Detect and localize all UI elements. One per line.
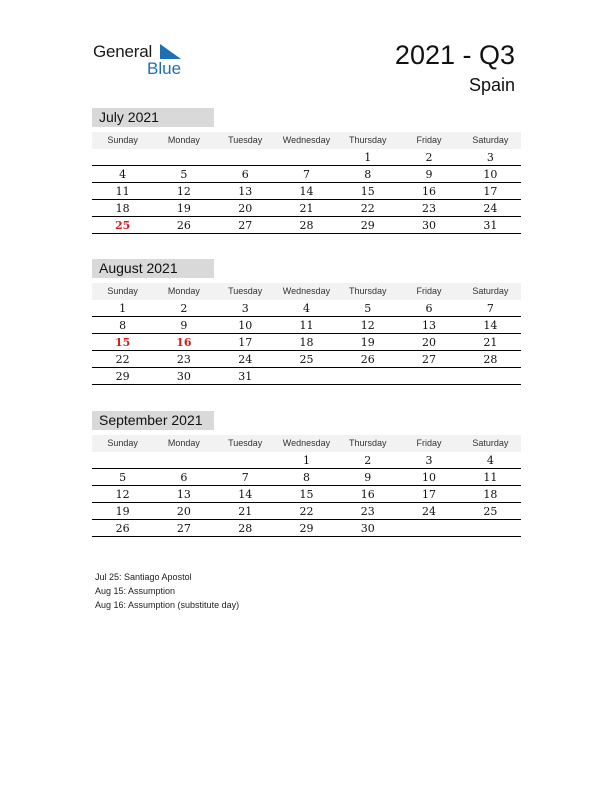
day-cell	[276, 368, 337, 384]
day-cell: 10	[422, 471, 437, 484]
day-cell: 2	[180, 302, 188, 315]
weekday-label: Saturday	[472, 286, 509, 296]
week-rows	[92, 149, 521, 234]
holiday-note: Aug 16: Assumption (substitute day)	[95, 600, 240, 610]
day-cell: 1	[119, 302, 127, 315]
day-cell: 4	[486, 454, 494, 467]
weekday-label: Wednesday	[282, 438, 331, 448]
day-cell: 16	[422, 185, 437, 198]
day-cell: 11	[483, 471, 498, 484]
day-cell: 7	[241, 471, 249, 484]
weekday-label: Sunday	[107, 438, 138, 448]
day-cell: 5	[119, 471, 127, 484]
logo-triangle-icon	[160, 44, 182, 60]
day-cell: 9	[180, 319, 188, 332]
day-cell	[276, 149, 337, 165]
weekday-label: Thursday	[349, 438, 387, 448]
day-cell: 1	[302, 454, 310, 467]
day-cell: 20	[176, 505, 191, 518]
weekday-label: Wednesday	[282, 135, 331, 145]
day-cell: 31	[483, 219, 498, 232]
day-cell: 28	[299, 219, 314, 232]
month-label: August 2021	[92, 259, 214, 278]
day-cell: 9	[425, 168, 433, 181]
month-july	[92, 108, 521, 234]
page-title: 2021 - Q3	[394, 40, 515, 70]
day-cell: 19	[360, 336, 375, 349]
logo-word-blue: Blue	[147, 59, 182, 78]
weekday-label: Monday	[167, 135, 200, 145]
weekday-label: Friday	[416, 135, 442, 145]
day-cell: 27	[238, 219, 253, 232]
weekday-label: Friday	[416, 286, 442, 296]
day-cell: 27	[176, 522, 191, 535]
day-cell: 30	[360, 522, 375, 535]
day-cell: 10	[483, 168, 498, 181]
week-row	[92, 166, 521, 183]
day-cell: 14	[483, 319, 498, 332]
day-cell: 14	[238, 488, 253, 501]
day-cell: 10	[238, 319, 253, 332]
day-cell: 18	[115, 202, 130, 215]
week-row	[92, 351, 521, 368]
day-cell: 13	[238, 185, 253, 198]
day-cell: 18	[299, 336, 314, 349]
week-row	[92, 200, 521, 217]
holiday-note: Jul 25: Santiago Apostol	[95, 572, 192, 582]
weekday-label: Wednesday	[282, 286, 331, 296]
day-cell	[92, 149, 153, 165]
day-cell: 24	[483, 202, 498, 215]
day-cell: 30	[422, 219, 437, 232]
day-cell: 21	[299, 202, 314, 215]
day-cell	[398, 520, 459, 536]
month-label: July 2021	[92, 108, 214, 127]
day-cell: 6	[425, 302, 433, 315]
day-cell: 17	[422, 488, 437, 501]
day-cell: 12	[115, 488, 130, 501]
day-cell: 25	[299, 353, 314, 366]
day-cell: 22	[299, 505, 314, 518]
month-september	[92, 411, 521, 537]
weekday-label: Tuesday	[228, 135, 263, 145]
day-cell: 15	[114, 336, 131, 349]
day-cell: 7	[486, 302, 494, 315]
weekday-label: Thursday	[349, 135, 387, 145]
weekday-label: Monday	[167, 286, 200, 296]
month-label: September 2021	[92, 411, 214, 430]
day-cell: 5	[180, 168, 188, 181]
day-cell: 29	[360, 219, 375, 232]
weekday-label: Friday	[416, 438, 442, 448]
day-cell: 23	[360, 505, 375, 518]
weekday-label: Tuesday	[228, 286, 263, 296]
weekday-label: Thursday	[349, 286, 387, 296]
day-cell: 20	[422, 336, 437, 349]
day-cell: 28	[483, 353, 498, 366]
day-cell: 22	[115, 353, 130, 366]
holiday-notes	[95, 570, 239, 612]
day-cell: 17	[238, 336, 253, 349]
day-cell	[337, 368, 398, 384]
day-cell: 27	[422, 353, 437, 366]
day-cell: 26	[176, 219, 191, 232]
day-cell	[215, 149, 276, 165]
day-cell: 4	[302, 302, 310, 315]
week-row	[92, 217, 521, 234]
weekday-label: Saturday	[472, 438, 509, 448]
week-row	[92, 469, 521, 486]
day-cell	[92, 452, 153, 468]
day-cell: 17	[483, 185, 498, 198]
day-cell: 5	[364, 302, 372, 315]
day-cell: 4	[119, 168, 127, 181]
day-cell: 19	[115, 505, 130, 518]
week-row	[92, 149, 521, 166]
day-cell: 7	[302, 168, 310, 181]
day-cell: 12	[360, 319, 375, 332]
day-cell: 29	[115, 370, 130, 383]
day-cell: 15	[299, 488, 314, 501]
day-cell	[460, 520, 521, 536]
day-cell: 21	[238, 505, 253, 518]
week-row	[92, 300, 521, 317]
month-august	[92, 259, 521, 385]
day-cell: 9	[364, 471, 372, 484]
day-cell: 30	[176, 370, 191, 383]
day-cell: 16	[176, 336, 192, 349]
week-rows	[92, 452, 521, 537]
day-cell: 22	[360, 202, 375, 215]
day-cell: 8	[364, 168, 372, 181]
week-row	[92, 452, 521, 469]
day-cell	[460, 368, 521, 384]
day-cell: 19	[176, 202, 191, 215]
holiday-note: Aug 15: Assumption	[95, 586, 176, 596]
day-cell	[153, 452, 214, 468]
week-row	[92, 486, 521, 503]
day-cell: 3	[486, 151, 494, 164]
weekday-header	[92, 283, 521, 300]
day-cell	[215, 452, 276, 468]
country-name: Spain	[468, 75, 515, 95]
day-cell: 25	[114, 219, 131, 232]
logo-word-general: General	[93, 42, 153, 61]
week-row	[92, 334, 521, 351]
day-cell: 25	[483, 505, 498, 518]
day-cell: 8	[302, 471, 310, 484]
day-cell: 3	[425, 454, 433, 467]
day-cell: 2	[425, 151, 433, 164]
week-row	[92, 520, 521, 537]
weekday-label: Saturday	[472, 135, 509, 145]
day-cell: 11	[115, 185, 130, 198]
week-row	[92, 317, 521, 334]
day-cell: 18	[483, 488, 498, 501]
day-cell: 21	[483, 336, 498, 349]
generalblue-logo	[93, 40, 193, 80]
day-cell: 11	[299, 319, 314, 332]
day-cell: 16	[360, 488, 375, 501]
day-cell	[153, 149, 214, 165]
day-cell: 6	[241, 168, 249, 181]
weekday-label: Sunday	[107, 286, 138, 296]
day-cell: 29	[299, 522, 314, 535]
day-cell: 24	[422, 505, 437, 518]
week-row	[92, 503, 521, 520]
day-cell: 26	[360, 353, 375, 366]
day-cell: 31	[238, 370, 253, 383]
week-rows	[92, 300, 521, 385]
day-cell: 13	[176, 488, 191, 501]
day-cell	[398, 368, 459, 384]
weekday-label: Tuesday	[228, 438, 263, 448]
day-cell: 14	[299, 185, 314, 198]
weekday-label: Sunday	[107, 135, 138, 145]
day-cell: 23	[422, 202, 437, 215]
day-cell: 15	[360, 185, 375, 198]
weekday-label: Monday	[167, 438, 200, 448]
week-row	[92, 368, 521, 385]
day-cell: 20	[238, 202, 253, 215]
day-cell: 26	[115, 522, 130, 535]
day-cell: 24	[238, 353, 253, 366]
week-row	[92, 183, 521, 200]
day-cell: 28	[238, 522, 253, 535]
day-cell: 8	[119, 319, 127, 332]
weekday-header	[92, 435, 521, 452]
day-cell: 2	[364, 454, 372, 467]
day-cell: 6	[180, 471, 188, 484]
weekday-header	[92, 132, 521, 149]
day-cell: 23	[176, 353, 191, 366]
day-cell: 3	[241, 302, 249, 315]
day-cell: 12	[176, 185, 191, 198]
day-cell: 1	[364, 151, 372, 164]
day-cell: 13	[422, 319, 437, 332]
